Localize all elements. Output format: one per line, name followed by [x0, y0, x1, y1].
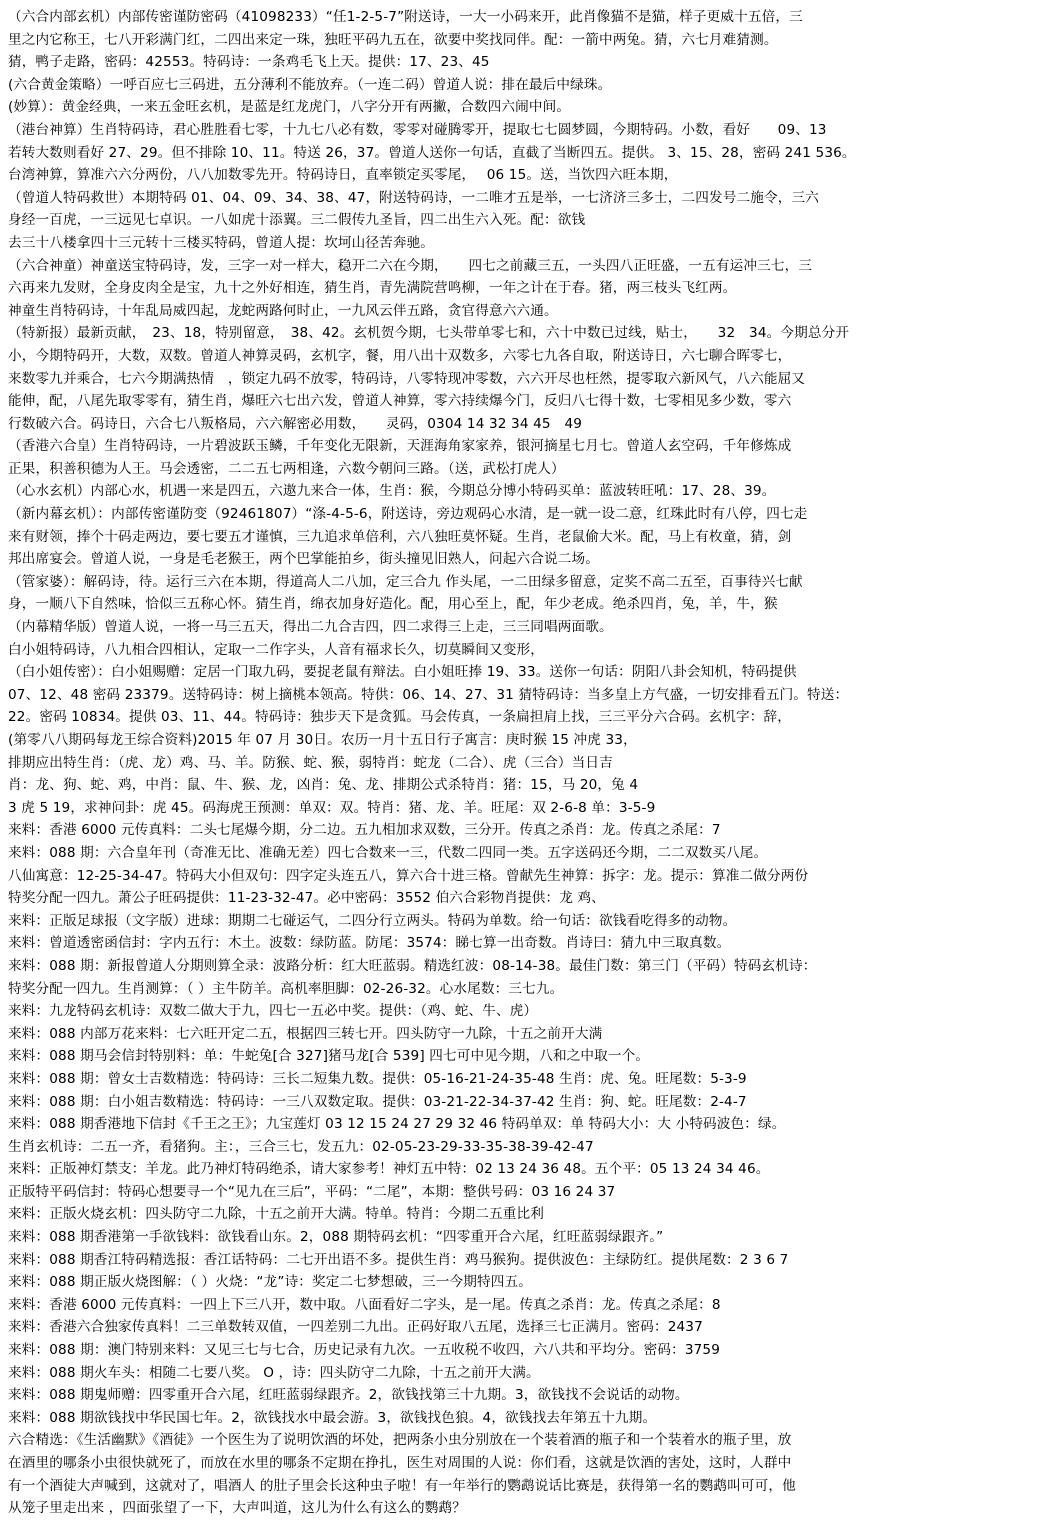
document-body [8, 6, 1044, 1520]
text-line: 来料：088 期马会信封特别料：单：牛蛇兔[合 327]猪马龙[合 539] 四七可中见今期，八和之中取一个。 [8, 1048, 650, 1065]
text-line: 来料：088 期正版火烧图解：（ ）火烧：“龙”诗：奖定二七梦想破，三一今期特四五。 [8, 1274, 532, 1291]
text-line: 07、12、48 密码 23379。送特码诗：树上摘桃本领高。特供：06、14、27、31 猜特码诗：当多皇上方气盛，一切安排看五门。特送： [8, 686, 849, 703]
text-line: 特奖分配一四九。萧公子旺码提供：11-23-32-47。必中密码：3552 伯六合彩物肖提供：龙 鸡、 [8, 890, 605, 907]
text-line: 来料：香港六合独家传真料！二三单数转双值，一四差别二九出。正码好取八五尾，选择三七正满月。密码：2437 [8, 1319, 703, 1336]
text-line: （管家婆）：解码诗，待。运行三六在本期，得道高人二八加，定三合九 作头尾，一二田绿多留意，定奖不高二五至，百事待兴七献 [8, 573, 803, 590]
text-line: 八仙寓意：12-25-34-47。特码大小但双句：四字定头连五八，算六合十进三格。曾献先生神算：拆字：龙。提示：算准二做分两份 [8, 867, 809, 884]
text-line: 来料：088 期：白小姐吉数精选：特码诗：一三八双数定取。提供：03-21-22-34-37-42 生肖：狗、蛇。旺尾数：2-4-7 [8, 1093, 747, 1110]
text-line: 邦出席宴会。曾道人说，一身是毛老猴王，两个巴掌能拍乡，街头撞见旧熟人，问起六合说二场。 [8, 551, 599, 568]
text-line: 肖：龙、狗、蛇、鸡，中肖：鼠、牛、猴、龙，凶肖：兔、龙、排期公式杀特肖：猪：15，马 20，兔 4 [8, 777, 639, 794]
text-line: 22。密码 10834。提供 03、11、44。特码诗：独步天下是贪狐。马会传真，一条扁担肩上找，三三平分六合码。玄机字：辞， [8, 709, 792, 726]
text-line: 特奖分配一四九。生肖测算：（ ）主牛防羊。高机率胆脚：02-26-32。心水尾数：三七九。 [8, 980, 564, 997]
text-line: （特新报）最新贡献， 23、18，特别留意， 38、42。玄机贺今期，七头带单零七和，六十中数已过线，贴士， 32 34。今期总分开 [8, 325, 850, 342]
text-line: 来数零九并乘合，七六今期满热情 ，锁定九码不放零，特码诗，八零特现冲零数，六六开尽也枉然，提零取六新风气，八六能屈又 [8, 370, 806, 387]
text-line: （白小姐传密）：白小姐赐赠：定居一门取九码，要捉老鼠有辩法。白小姐旺捧 19、33。送你一句话：阴阳八卦会知机，特码提供 [8, 664, 797, 681]
text-line: 来料：088 期香江特码精选报：香江话特码：二七开出语不多。提供生肖：鸡马猴狗。提供波色：主绿防红。提供尾数：2 3 6 7 [8, 1251, 789, 1268]
text-line: 能伸，配，八尾先取零零有，猜生肖，爆旺六七出六发，曾道人神算，零六持续爆今门，反归八七得十数，七零相见多少数，零六 [8, 393, 792, 410]
text-line: （内幕精华版）曾道人说，一将一马三五天，得出二九合吉四，四二求得三上走，三三同唱两面歌。 [8, 619, 613, 636]
text-line: 在酒里的哪条小虫很快就死了，而放在水里的哪条不定期在挣扎，医生对周围的人说：你们看，这就是饮酒的害处，这时，人群中 [8, 1455, 792, 1471]
text-line: 神童生肖特码诗，十年乱局威四起，龙蛇两路何时止，一九风云伴五路，贪官得意六六通。 [8, 302, 558, 319]
text-line: 来料：正版神灯禁支：羊龙。此乃神灯特码绝杀，请大家参考！神灯五中特：02 13 24 36 48。五个平：05 13 24 34 46。 [8, 1161, 770, 1178]
text-line: 行数破六合。码诗日，六合七八叛格局，六六解密必用数， 灵码，0304 14 32 34 45 49 [8, 415, 583, 432]
text-line: （港台神算）生肖特码诗，君心胜胜看七零，十九七八必有数，零零对碰腾零开，提取七七圆梦圆，今期特码。小数，看好 09、13 [8, 121, 827, 138]
text-line: （新内幕玄机）：内部传密谨防变（92461807）“涤-4-5-6，附送诗，旁边观码心水清，是一就一设二意，红珠此时有八停，四七走 [8, 506, 808, 523]
text-line: 有一个酒徒大声喊到，这就对了，唱酒人 的肚子里会长这种虫子啦！有一年举行的鹦鹉说话比赛是，获得第一名的鹦鹉叫可可，他 [8, 1477, 796, 1494]
text-line: 若转大数则看好 27、29。但不排除 10、11。特送 26，37。曾道人送你一句话，直截了当断四五。提供。 3、15、28，密码 241 536。 [8, 144, 856, 161]
text-line: 小，今期特码开，大数，双数。曾道人神算灵码，玄机字，餐，用八出十双数多，六零七九各自取，附送诗日，六七聊合晖零七， [8, 347, 792, 364]
text-line: 来料：088 期：新报曾道人分期则算全录：波路分析：红大旺蓝弱。精选红波：08-14-38。最佳门数：第三门（平码）特码玄机诗： [8, 957, 817, 974]
text-line: 3 虎 5 19，求神问卦：虎 45。码海虎王预测：单双：双。特肖：猪、龙、羊。旺尾：双 2-6-8 单：3-5-9 [8, 799, 656, 816]
text-line: (妙算）：黄金经典，一来五金旺玄机，是蓝是红龙虎门，八字分开有两撇，合数四六闹中间。 [8, 99, 571, 116]
text-line: 猜，鸭子走路，密码：42553。特码诗：一条鸡毛飞上天。提供：17、23、45 [8, 54, 490, 71]
text-line: 白小姐特码诗，八九相合四相认，定取一二作字头，人音有福求长久，切莫瞬间又变形， [8, 641, 545, 658]
text-line: 来料：香港 6000 元传真料：二头七尾爆今期，分二边。五九相加求双数，三分开。传真之杀肖：龙。传真之杀尾：7 [8, 822, 721, 839]
text-line: 正果，积善积德为人王。马会透密，二二五七两相逢，六数今朝问三路。（送，武松打虎人） [8, 460, 565, 477]
text-line: 来有财领，捧个十码走两边，要七要五才谨慎，三九追求单倍利，六八独旺莫怀疑。生肖，老鼠偷大米。配，马上有枚童，猜，剑 [8, 528, 792, 545]
text-line: 排期应出特生肖：（虎、龙）鸡、马、羊。防猴、蛇、猴，弱特肖：蛇龙（二合）、虎（三合）当日吉 [8, 754, 613, 771]
text-line: 来料：088 期鬼师赠：四零重开合六尾，红旺蓝弱绿跟齐。2，欲钱找第三十九期。3，欲钱找不会说话的动物。 [8, 1387, 689, 1404]
text-line: 台湾神算，算准六六分两份，八八加数零先开。特码诗日，直率锁定买零尾， 06 15。送，当饮四六旺本期， [8, 167, 678, 184]
text-line: 来料：曾道透密函信封：字内五行：木土。波数：绿防蓝。防尾：3574：睇七算一出奇数。肖诗曰：猜九中三取真数。 [8, 935, 731, 952]
text-line: 来料：香港 6000 元传真料：一四上下三八开，数中取。八面看好二字头，是一尾。传真之杀肖：龙。传真之杀尾：8 [8, 1296, 721, 1313]
text-line: （六合内部玄机）内部传密谨防密码（41098233）“任1-2-5-7”附送诗，一大一小码来开，此肖像猫不是猫，样子更威十五倍，三 [8, 9, 803, 25]
text-line: 身经一百虎，一三远见七卓识。一八如虎十添翼。三二假传九圣旨，四二出生六入死。配：欲钱 [8, 212, 586, 229]
text-line: 来料：088 期：六合皇年刊（奇准无比、准确无差）四七合数来一三，代数二四同一类。五字送码还今期，二二双数买八尾。 [8, 844, 768, 861]
text-line: 来料：088 期：曾女士吉数精选：特码诗：三长二短集九数。提供：05-16-21-24-35-48 生肖：虎、兔。旺尾数：5-3-9 [8, 1070, 747, 1087]
text-line: 去三十八楼拿四十三元转十三楼买特码，曾道人提：坎坷山径苦奔驰。 [8, 234, 435, 251]
text-line: 正版特平码信封：特码心想要寻一个“见九在三后”，平码：“二尾”，本期：整供号码：03 16 24 37 [8, 1183, 616, 1200]
text-line: 来料：088 期：澳门特别来料：又见三七与七合，历史记录有九次。一五收税不收四，六八共和平均分。密码：3759 [8, 1342, 721, 1359]
text-line: 来料：088 期香港第一手欲钱料：欲钱看山东。2，088 期特码玄机：“四零重开合六尾，红旺蓝弱绿跟齐。” [8, 1229, 664, 1246]
text-line: (六合黄金策略）一呼百应七三码进，五分薄利不能放弃。（一连二码）曾道人说：排在最后中绿珠。 [8, 76, 612, 93]
text-line: 里之内它称王，七八开彩满门红，二四出来定一珠，独旺平码九五在，欲要中奖找同伴。配：一箭中两兔。猜，六七月难猜测。 [8, 31, 778, 48]
text-line: 来料：088 期香港地下信封《千王之王》；九宝莲灯 03 12 15 24 27 29 32 46 特码单双：单 特码大小：大 小特码波色：绿。 [8, 1116, 786, 1133]
text-line: （六合神童）神童送宝特码诗，发，三字一对一样大，稳开二六在今期， 四七之前藏三五，一头四八正旺盛，一五有运冲三七，三 [8, 257, 813, 274]
text-line: (第零八八期码每龙王综合资料)2015 年 07 月 30日。农历一月十五日行子寓言：庚时猴 15 冲虎 33， [8, 732, 637, 748]
text-line: （曾道人特码救世）本期特码 01、04、09、34、38、47，附送特码诗，一二唯才五是举，一七济济三多士，二四发号二施令，三六 [8, 189, 819, 206]
text-line: 来料：九龙特码玄机诗：双数二做大于九，四七一五必中奖。提供：（鸡、蛇、牛、虎） [8, 1003, 538, 1020]
text-line: 六合精选：《生活幽默》《酒徒》一个医生为了说明饮酒的坏处，把两条小虫分别放在一个装着酒的瓶子和一个装着水的瓶子里，放 [8, 1432, 792, 1449]
text-line: 身，一顺八下自然味，恰似三五称心怀。猜生肖，绵衣加身好造化。配，用心至上，配，年少老成。绝杀四肖，兔，羊，牛，猴 [8, 596, 778, 613]
text-line: 来料：正版足球报（文字版）进球：期期二七碰运气，二四分行立两头。特码为单数。给一句话：欲钱看吃得多的动物。 [8, 912, 737, 929]
text-line: （香港六合皇）生肖特码诗，一片碧波跃玉鳞，千年变化无限新，天涯海角家家养，银河摘星七月七。曾道人玄空码，千年修炼成 [8, 438, 792, 455]
text-line: 来料：088 期欲钱找中华民国七年。2，欲钱找水中最会游。3，欲钱找色狼。4，欲钱找去年第五十九期。 [8, 1409, 657, 1426]
text-line: 六再来九发财，全身皮肉全是宝，九十之外好相连，猜生肖，青先满院营鸣柳，一年之计在于春。猪，两三枝头飞红两。 [8, 280, 737, 297]
text-line: 来料：088 期火车头：相随二七要八奖。 O ，诗：四头防守二九除，十五之前开大满。 [8, 1364, 540, 1381]
text-line: （心水玄机）内部心水，机遇一来是四五，六遨九来合一体，生肖：猴，今期总分博小特码买单：蓝波转旺吼：17、28、39。 [8, 483, 776, 500]
text-line: 从笼子里走出来 ，四面张望了一下，大声叫道，这儿为什么有这么的鹦鹉？ [8, 1500, 467, 1517]
text-line: 来料：正版火烧玄机：四头防守二九除，十五之前开大满。特单。特肖：今期二五重比利 [8, 1206, 545, 1223]
text-line: 来料：088 内部万花来料：七六旺开定二五，根据四三转七开。四头防守一九除，十五之前开大满 [8, 1025, 603, 1042]
text-line: 生肖玄机诗：二五一齐，看猪狗。主：，三合三七，发五九：02-05-23-29-33-35-38-39-42-47 [8, 1138, 594, 1155]
